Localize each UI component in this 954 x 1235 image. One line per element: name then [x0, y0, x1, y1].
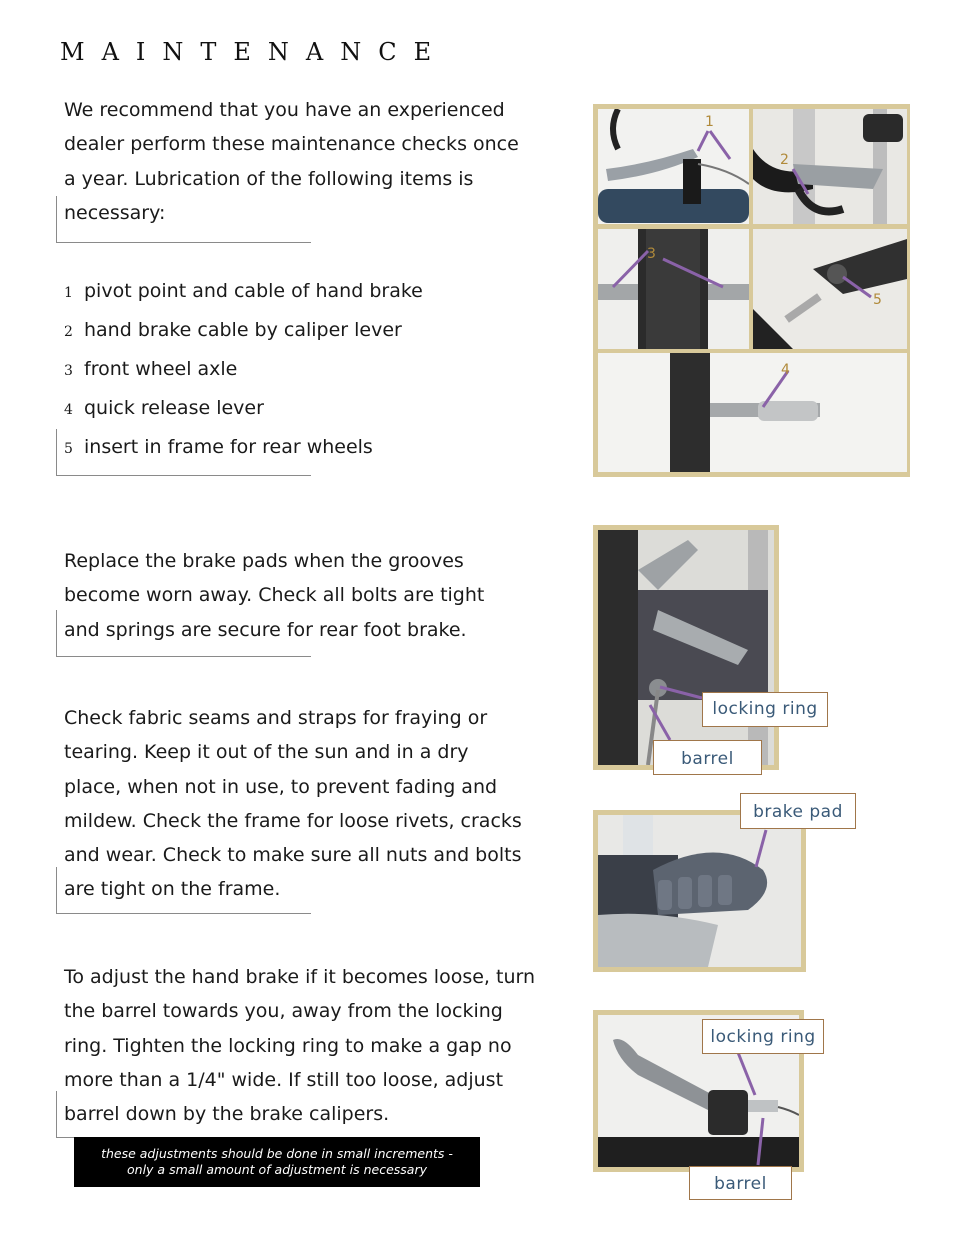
callout-barrel: barrel — [653, 740, 762, 775]
item-number: 3 — [64, 363, 73, 379]
item-text: quick release lever — [84, 397, 264, 419]
paragraph-line: Replace the brake pads when the grooves — [64, 550, 464, 572]
section-bracket — [56, 429, 311, 476]
paragraph-line: barrel down by the brake calipers. — [64, 1103, 390, 1126]
item-text: pivot point and cable of hand brake — [84, 280, 423, 302]
photo-rear-brake — [598, 530, 774, 765]
callout-locking-ring: locking ring — [702, 1019, 824, 1054]
adjustment-note — [74, 1137, 480, 1187]
paragraph-line: mildew. Check the frame for loose rivets, cracks — [64, 809, 522, 832]
photo-frame-insert — [753, 229, 907, 349]
paragraph-line: become worn away. Check all bolts are tight — [64, 584, 485, 607]
photo-caliper-lever — [753, 109, 907, 224]
note-line: only a small amount of adjustment is necessary — [127, 1162, 427, 1177]
paragraph-line: ring. Tighten the locking ring to make a gap no — [64, 1034, 512, 1057]
photo-brake-pad — [598, 815, 801, 967]
list-item — [64, 393, 423, 432]
paragraph-line: the barrel towards you, away from the locking — [64, 1000, 503, 1023]
callout-brake-pad: brake pad — [740, 793, 856, 829]
photo-number-1: 1 — [705, 114, 714, 130]
photo-quick-release-lever — [598, 353, 907, 472]
item-text: insert in frame for rear wheels — [84, 436, 373, 458]
paragraph-line: and springs are secure for rear foot brake. — [64, 618, 467, 641]
paragraph-line: To adjust the hand brake if it becomes loose, turn — [64, 966, 536, 988]
paragraph-line: and wear. Check to make sure all nuts and bolts — [64, 844, 522, 867]
insert-illustration — [753, 229, 907, 349]
paragraph-line: place, when not in use, to prevent fading and — [64, 775, 498, 798]
item-text: hand brake cable by caliper lever — [84, 319, 402, 341]
page-title: MAINTENANCE — [60, 38, 449, 66]
item-number: 4 — [64, 402, 73, 418]
caliper-illustration — [753, 109, 907, 224]
photo-number-5: 5 — [873, 292, 882, 308]
list-item — [64, 315, 423, 354]
photo-number-4: 4 — [781, 362, 790, 378]
item-number: 5 — [64, 441, 73, 457]
photo-number-3: 3 — [647, 246, 656, 262]
section-bracket — [56, 610, 311, 657]
photo-front-wheel-axle — [598, 229, 749, 349]
intro-line: a year. Lubrication of the following items is — [64, 167, 474, 190]
rear-brake-illustration — [598, 530, 774, 765]
quick-release-illustration — [598, 353, 907, 472]
intro-line: necessary: — [64, 201, 166, 224]
callout-locking-ring: locking ring — [702, 692, 828, 727]
paragraph-line: more than a 1/4" wide. If still too loose, adjust — [64, 1068, 504, 1091]
paragraph-line: tearing. Keep it out of the sun and in a dry — [64, 741, 469, 764]
section-bracket — [56, 867, 311, 914]
intro-line: dealer perform these maintenance checks once — [64, 133, 519, 156]
intro-line: We recommend that you have an experienced — [64, 99, 505, 121]
list-item — [64, 354, 423, 393]
paragraph-line: Check fabric seams and straps for fraying or — [64, 707, 488, 729]
axle-illustration — [598, 229, 749, 349]
paragraph-line: are tight on the frame. — [64, 878, 281, 901]
photo-number-2: 2 — [780, 152, 789, 168]
note-line: these adjustments should be done in small increments - — [101, 1146, 453, 1161]
item-text: front wheel axle — [84, 358, 238, 380]
lever-illustration — [598, 109, 749, 224]
callout-barrel: barrel — [689, 1166, 792, 1200]
item-number: 1 — [64, 285, 73, 301]
item-number: 2 — [64, 324, 73, 340]
brake-pad-illustration — [598, 815, 801, 967]
photo-hand-brake-lever — [598, 109, 749, 224]
section-bracket — [56, 196, 311, 243]
section-bracket — [56, 1091, 311, 1138]
list-item — [64, 276, 423, 315]
